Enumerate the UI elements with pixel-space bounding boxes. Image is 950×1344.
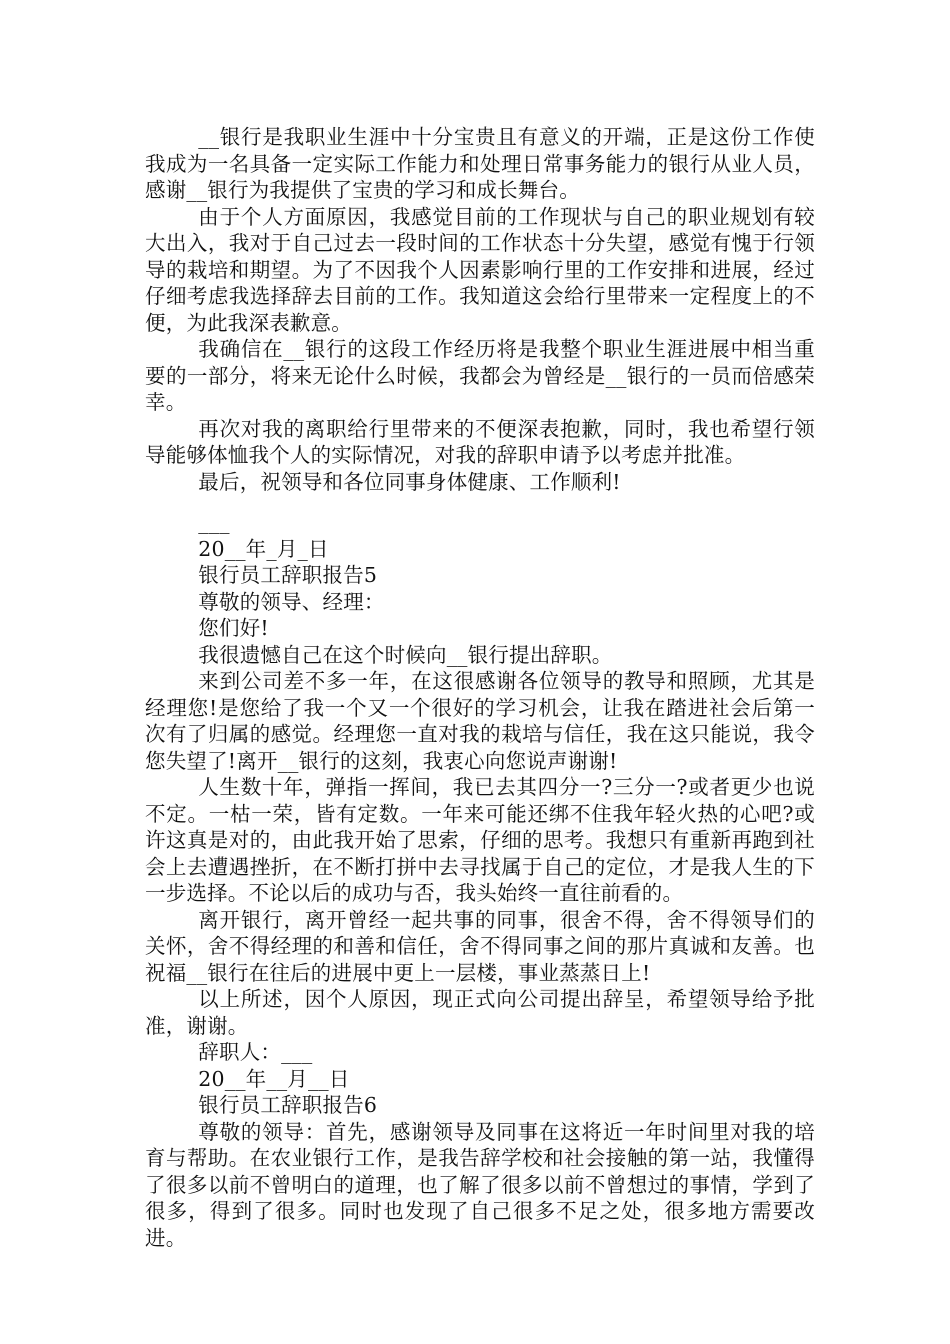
closing-wish: 最后，祝领导和各位同事身体健康、工作顺利! xyxy=(198,469,621,494)
paragraph: 我确信在__银行的这段工作经历将是我整个职业生涯进展中相当重要的一部分，将来无论什么时候，我都会为曾经是__银行的一员而倍感荣幸。 xyxy=(145,337,815,414)
spacer xyxy=(145,495,815,509)
document-page xyxy=(145,124,815,1251)
signature-blank: ___ xyxy=(198,510,230,534)
paragraph: __银行是我职业生涯中十分宝贵且有意义的开端，正是这份工作使我成为一名具备一定实际工作能力和处理日常事务能力的银行从业人员，感谢__银行为我提供了宝贵的学习和成长舞台。 xyxy=(145,125,815,202)
paragraph: 由于个人方面原因，我感觉目前的工作现状与自己的职业规划有较大出入，我对于自己过去一段时间的工作状态十分失望，感觉有愧于行领导的栽培和期望。为了不因我个人因素影响行里的工作安排和进展，经过仔细考虑我选择辞去目前的工作。我知道这会给行里带来一定程度上的不便，为此我深表歉意。 xyxy=(145,204,815,335)
paragraph: 离开银行，离开曾经一起共事的同事，很舍不得，舍不得领导们的关怀，舍不得经理的和善和信任，舍不得同事之间的那片真诚和友善。也祝福__银行在往后的进展中更上一层楼，事业蒸蒸日上! xyxy=(145,907,815,985)
paragraph: 我很遗憾自己在这个时候向__银行提出辞职。 xyxy=(198,642,613,667)
paragraph: 来到公司差不多一年，在这很感谢各位领导的教导和照顾，尤其是经理您!是您给了我一个又一个很好的学习机会，让我在踏进社会后第一次有了归属的感觉。经理您一直对我的栽培与信任，我在这只能说，我令您失望了!离开__银行的这刻，我衷心向您说声谢谢! xyxy=(145,669,815,773)
paragraph: 人生数十年，弹指一挥间，我已去其四分一?三分一?或者更少也说不定。一枯一荣，皆有定数。一年来可能还绑不住我年轻火热的心吧?或许这真是对的，由此我开始了思索，仔细的思考。我想只有重新再跑到社会上去遭遇挫折，在不断打拼中去寻找属于自己的定位，才是我人生的下一步选择。不论以后的成功与否，我头始终一直往前看的。 xyxy=(145,775,815,905)
date-line: 20__年_月_日 xyxy=(198,536,329,561)
paragraph: 以上所述，因个人原因，现正式向公司提出辞呈，希望领导给予批准，谢谢。 xyxy=(145,987,815,1038)
section-title: 银行员工辞职报告6 xyxy=(198,1093,378,1117)
paragraph: 尊敬的领导：首先，感谢领导及同事在这将近一年时间里对我的培育与帮助。在农业银行工作，是我告辞学校和社会接触的第一站，我懂得了很多以前不曾明白的道理，也了解了很多以前不曾想过的事情，学到了很多，得到了很多。同时也发现了自己很多不足之处，很多地方需要改进。 xyxy=(145,1119,815,1250)
date-line: 20__年__月__日 xyxy=(198,1066,350,1091)
paragraph: 再次对我的离职给行里带来的不便深表抱歉，同时，我也希望行领导能够体恤我个人的实际情况，对我的辞职申请予以考虑并批准。 xyxy=(145,416,815,467)
resignee-line: 辞职人：___ xyxy=(198,1040,313,1064)
greeting: 您们好! xyxy=(198,616,269,640)
salutation: 尊敬的领导、经理： xyxy=(198,589,385,614)
section-title: 银行员工辞职报告5 xyxy=(198,563,378,587)
